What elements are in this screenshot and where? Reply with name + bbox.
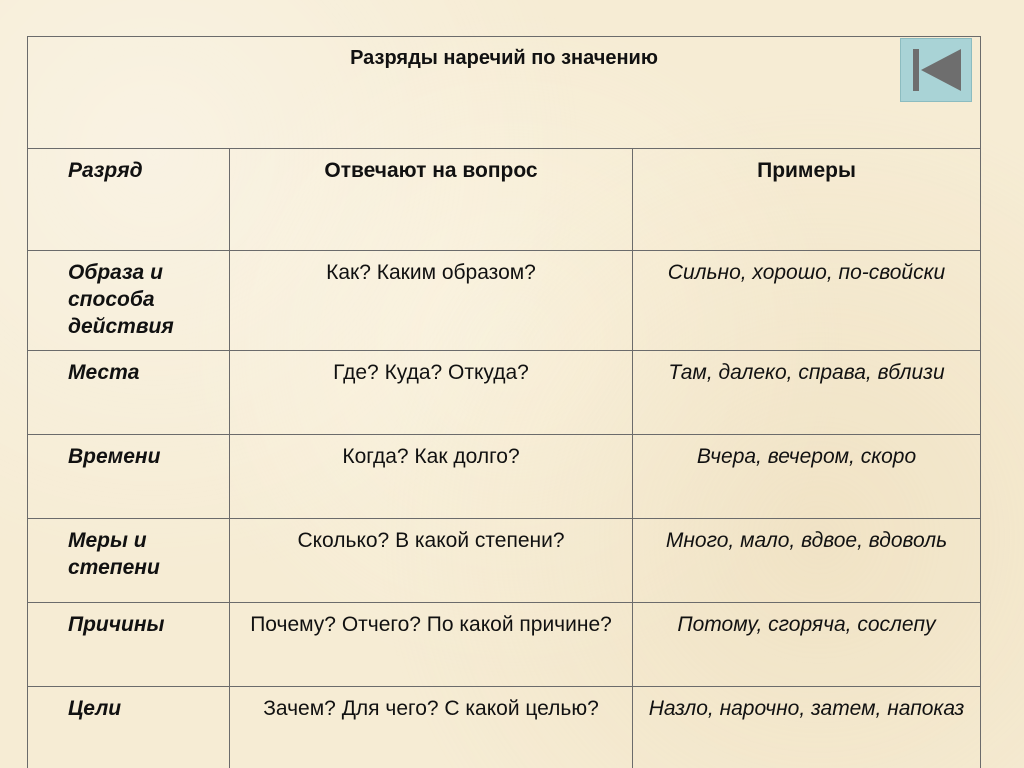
skip-back-icon bbox=[901, 39, 971, 101]
table-row bbox=[28, 351, 981, 435]
table-row bbox=[28, 687, 981, 768]
adverb-categories-table bbox=[27, 36, 981, 768]
back-button[interactable] bbox=[900, 38, 972, 102]
row-examples: Потому, сгоряча, сослепу bbox=[633, 603, 981, 687]
header-question: Отвечают на вопрос bbox=[230, 149, 633, 251]
header-row bbox=[28, 149, 981, 251]
row-category: Места bbox=[28, 351, 230, 435]
table-title: Разряды наречий по значению bbox=[28, 37, 981, 149]
row-category: Образа и способа действия bbox=[28, 251, 230, 351]
row-question: Почему? Отчего? По какой причине? bbox=[230, 603, 633, 687]
row-category: Цели bbox=[28, 687, 230, 768]
header-examples: Примеры bbox=[633, 149, 981, 251]
row-examples: Сильно, хорошо, по-свойски bbox=[633, 251, 981, 351]
table-row bbox=[28, 603, 981, 687]
row-question: Зачем? Для чего? С какой целью? bbox=[230, 687, 633, 768]
row-question: Как? Каким образом? bbox=[230, 251, 633, 351]
row-category: Меры и степени bbox=[28, 519, 230, 603]
row-category: Времени bbox=[28, 435, 230, 519]
row-examples: Много, мало, вдвое, вдоволь bbox=[633, 519, 981, 603]
row-question: Когда? Как долго? bbox=[230, 435, 633, 519]
row-examples: Вчера, вечером, скоро bbox=[633, 435, 981, 519]
table-row bbox=[28, 519, 981, 603]
row-question: Где? Куда? Откуда? bbox=[230, 351, 633, 435]
header-category: Разряд bbox=[28, 149, 230, 251]
table-row bbox=[28, 251, 981, 351]
title-row bbox=[28, 37, 981, 149]
table-row bbox=[28, 435, 981, 519]
row-examples: Там, далеко, справа, вблизи bbox=[633, 351, 981, 435]
row-question: Сколько? В какой степени? bbox=[230, 519, 633, 603]
row-category: Причины bbox=[28, 603, 230, 687]
row-examples: Назло, нарочно, затем, напоказ bbox=[633, 687, 981, 768]
